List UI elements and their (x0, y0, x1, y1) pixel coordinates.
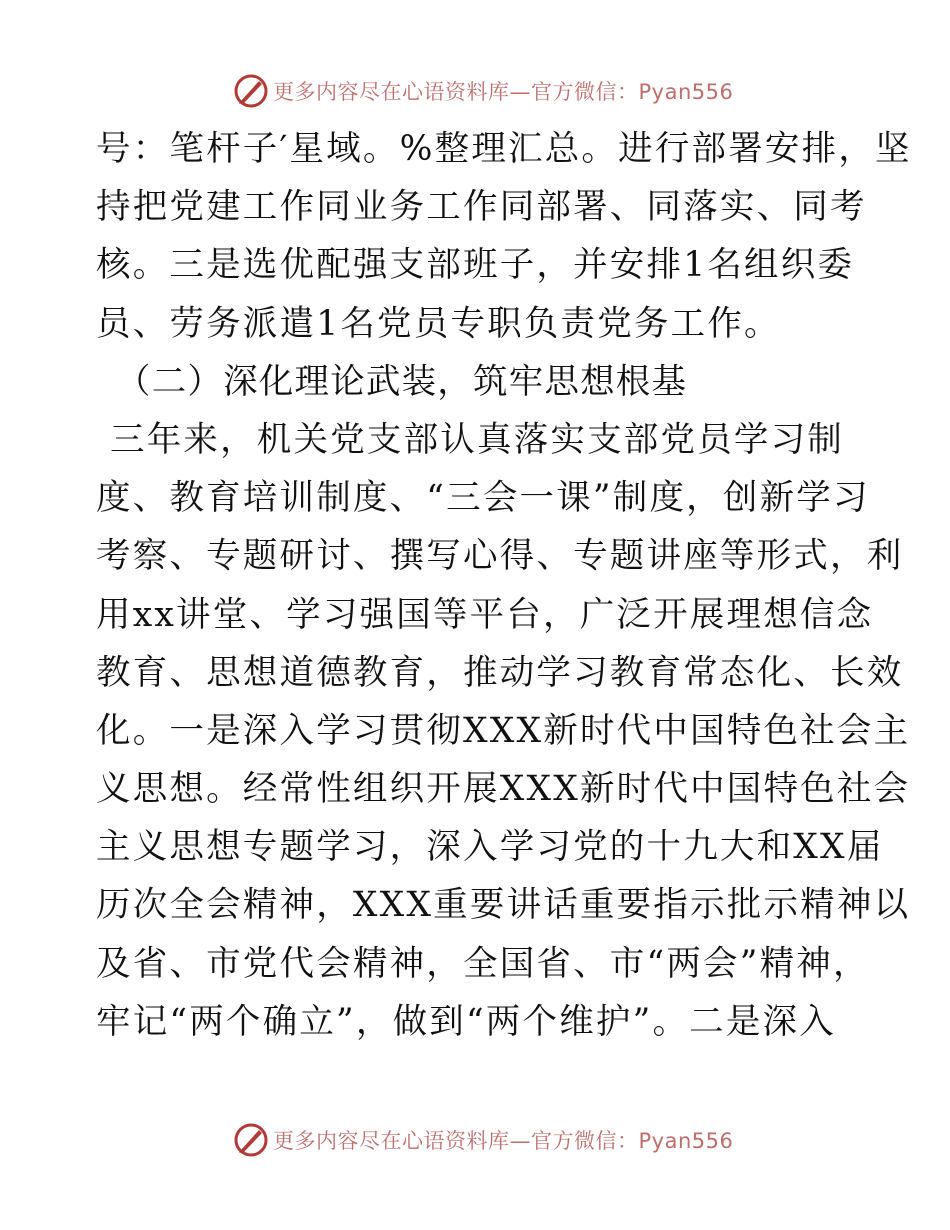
body-line-7: 度、教育培训制度、“三会一课”制度，创新学习 (96, 478, 870, 519)
body-line-3: 核。三是选优配强支部班子，并安排1名组织委 (96, 245, 855, 286)
header-banner-text: 更多内容尽在心语资料库—官方微信：Pyan556 (273, 80, 734, 104)
section-heading: （二）深化理论武装，筑牢思想根基 (116, 361, 688, 402)
body-line-16: 牢记“两个确立”，做到“两个维护”。二是深入 (96, 1001, 836, 1042)
body-line-2: 持把党建工作同业务工作同部署、同落实、同考 (96, 187, 867, 228)
footer-banner (233, 1120, 733, 1160)
footer-banner-text: 更多内容尽在心语资料库—官方微信：Pyan556 (273, 1129, 734, 1153)
body-line-1: 号：笔杆子′星域。%整理汇总。进行部署安排，坚 (96, 129, 912, 169)
body-line-9: 用xx讲堂、学习强国等平台，广泛开展理想信念 (96, 594, 874, 635)
body-line-6: 三年来，机关党支部认真落实支部党员学习制 (110, 419, 844, 460)
body-line-11: 化。一是深入学习贯彻XXX新时代中国特色社会主 (96, 710, 911, 751)
body-line-4: 员、劳务派遣1名党员专职负责党务工作。 (96, 303, 781, 344)
document-body (96, 120, 912, 1051)
header-banner (233, 71, 733, 111)
body-line-8: 考察、专题研讨、撰写心得、专题讲座等形式，利 (96, 536, 904, 577)
body-line-14: 历次全会精神，XXX重要讲话重要指示批示精神以 (96, 885, 911, 926)
quill-pen-circle-icon (233, 1122, 269, 1158)
body-line-15: 及省、市党代会精神，全国省、市“两会”精神， (96, 943, 870, 984)
body-line-12: 义思想。经常性组织开展XXX新时代中国特色社会 (96, 769, 911, 810)
body-line-10: 教育、思想道德教育，推动学习教育常态化、长效 (96, 652, 904, 693)
quill-pen-circle-icon (233, 73, 269, 109)
body-line-13: 主义思想专题学习，深入学习党的十九大和XX届 (96, 827, 884, 868)
